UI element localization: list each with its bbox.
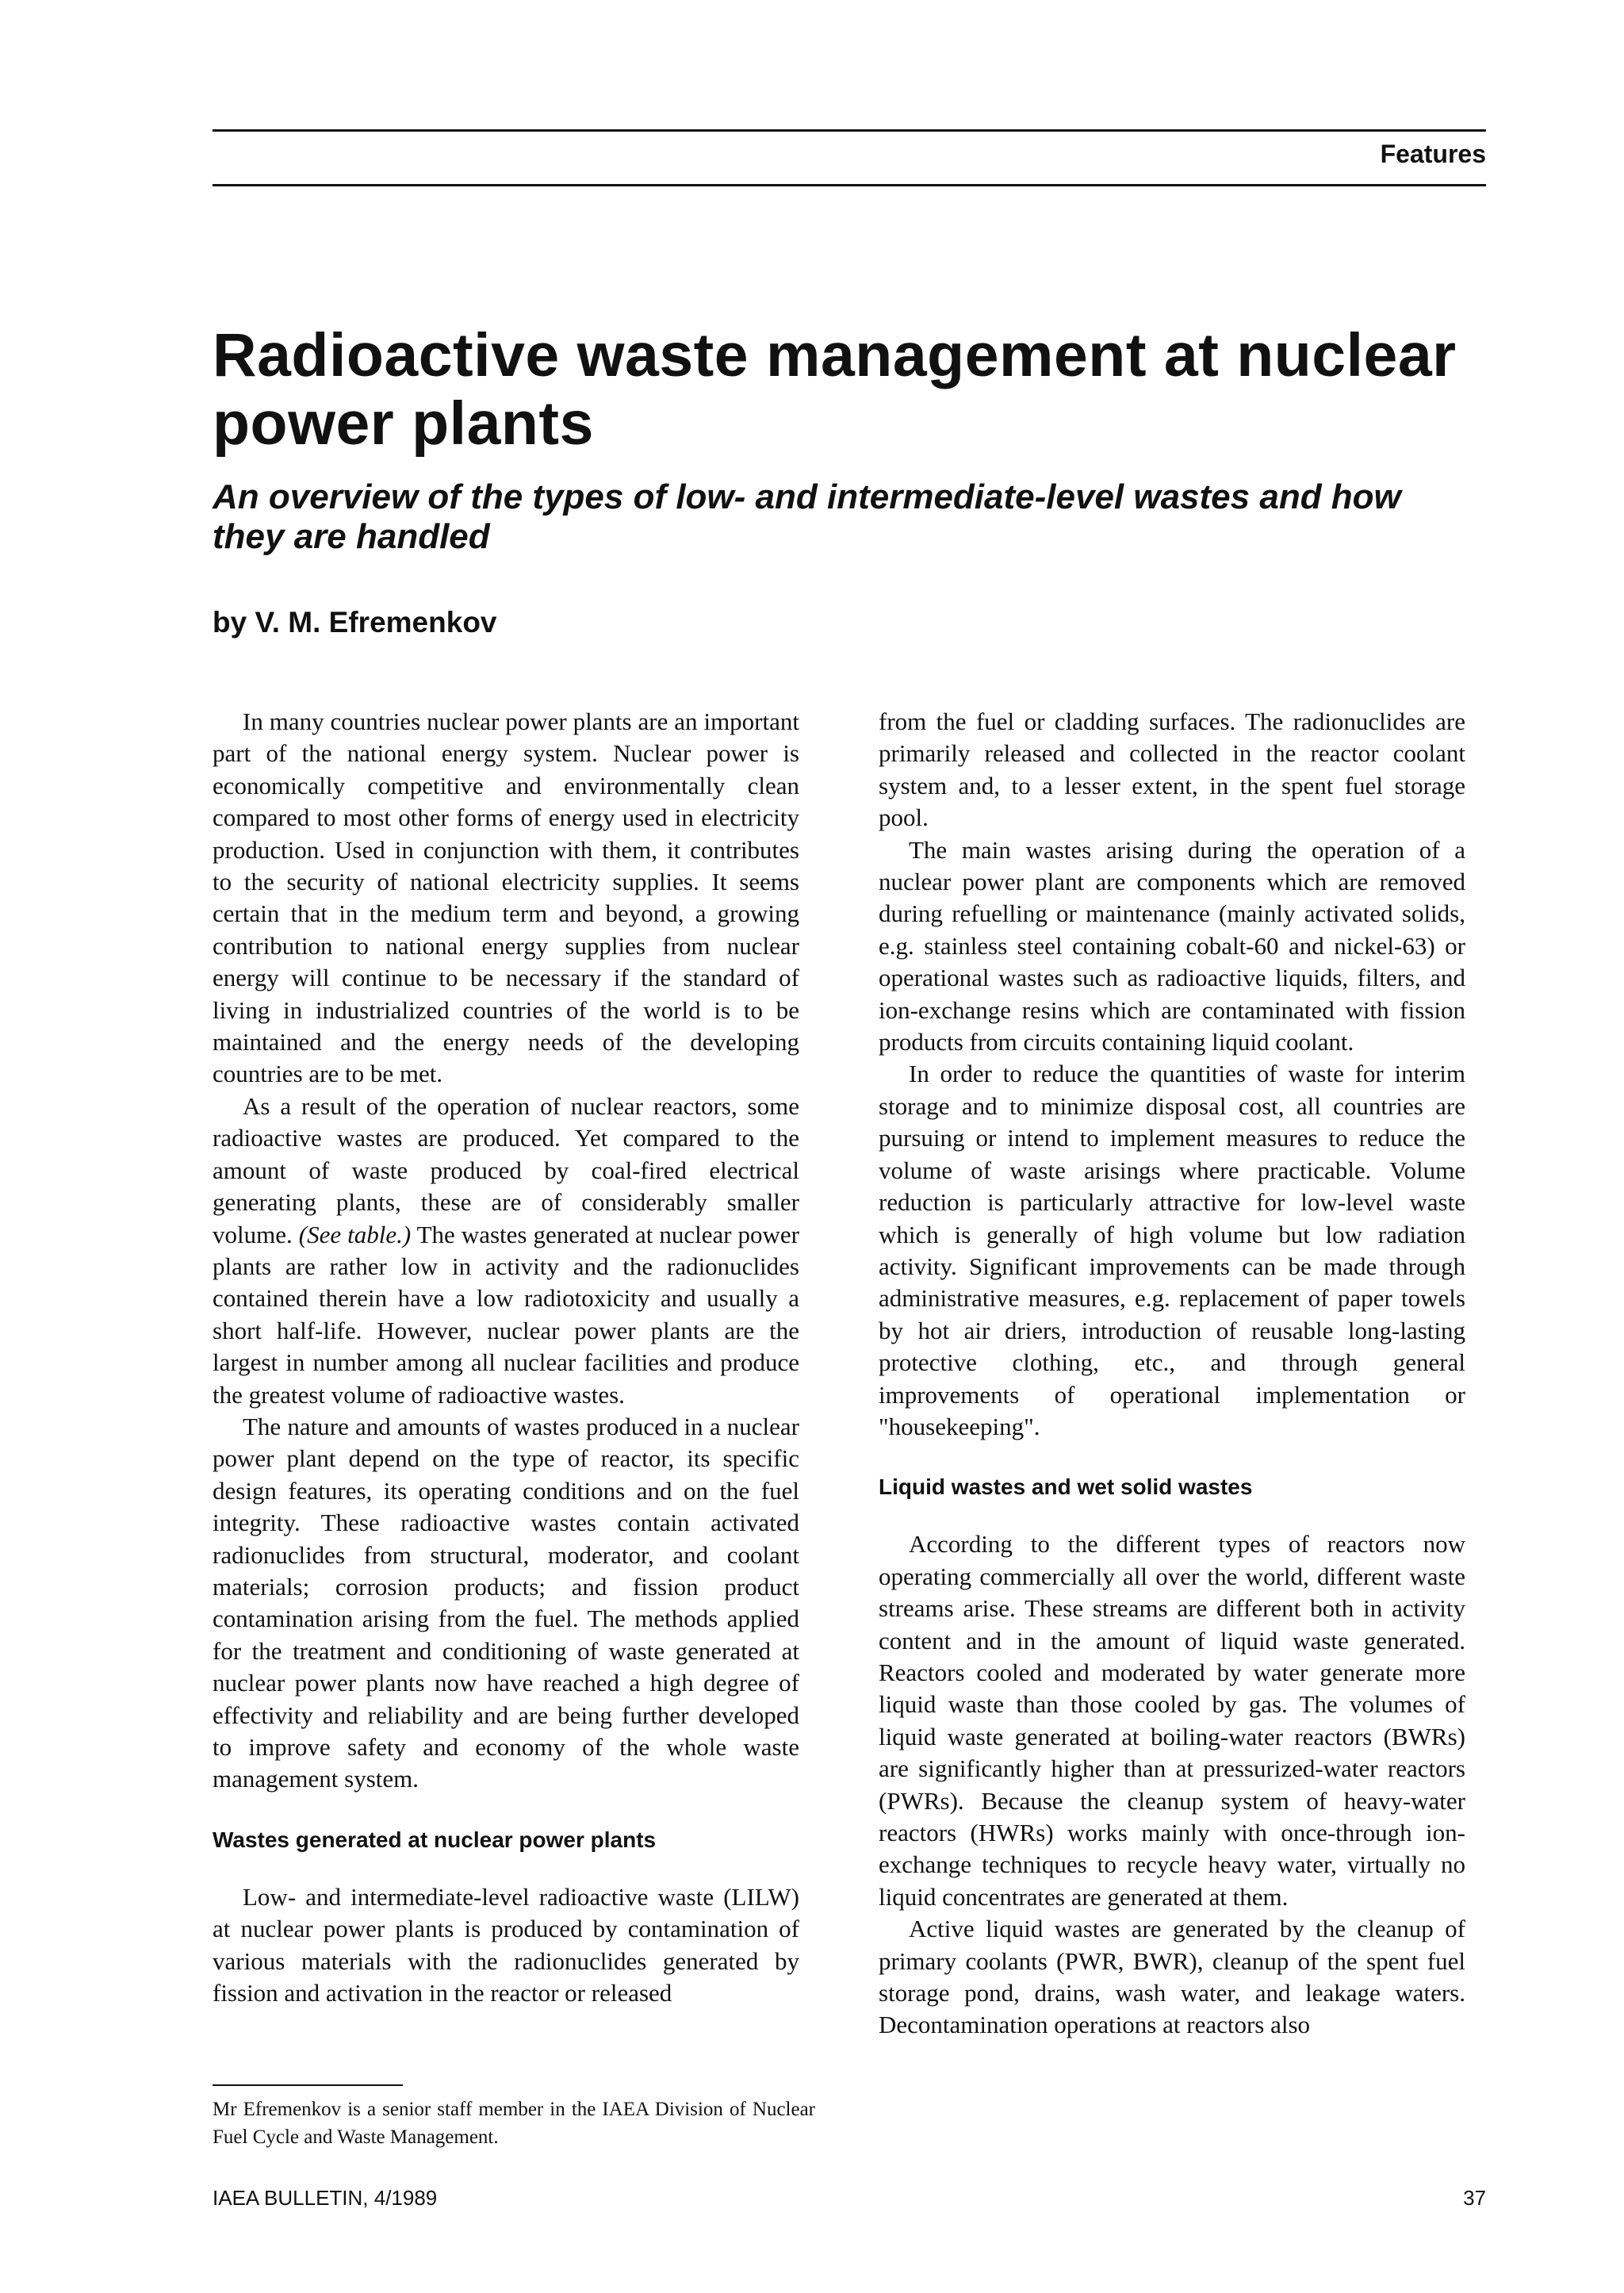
paragraph: The nature and amounts of wastes produced in a nuclear power plant depend on the type of reactor, its specific design features, its operating conditions and on the fuel integrity. These radioactive wastes contain activated radionuclides from structural, moderator, and coolant materials; corrosion products; and fission product contamination arising from the fuel. The methods applied for the treatment and conditioning of waste generated at nuclear power plants now have reached a high degree of effectivity and reliability and are being further developed to improve safety and economy of the whole waste management system. (213, 1412, 799, 1793)
author-byline: by V. M. Efremenkov (213, 606, 497, 638)
paragraph: Low- and intermediate-level radioactive waste (LILW) at nuclear power plants is produced by contamination of various materials with the radionuclides generated by fission and activation in the reactor or released (213, 1882, 799, 2007)
author-footnote: Mr Efremenkov is a senior staff member in the IAEA Division of Nuclear Fuel Cycle and Waste Management. (213, 2099, 815, 2148)
paragraph: The main wastes arising during the operation of a nuclear power plant are components which are removed during refuelling or maintenance (mainly activated solids, e.g. stainless steel containing cobalt-60 and nickel-63) or operational wastes such as radioactive liquids, filters, and ion-exchange resins which are contaminated with fission products from circuits containing liquid coolant. (879, 835, 1465, 1056)
section-heading: Liquid wastes and wet solid wastes (879, 1474, 1253, 1500)
paragraph-text: The wastes generated at nuclear power plants are rather low in activity and the radionuclides contained therein have a low radiotoxicity and usually a short half-life. However, nuclear power plants are the largest in number among all nuclear facilities and produce the greatest volume of radioactive wastes. (213, 1220, 800, 1409)
paragraph: In order to reduce the quantities of waste for interim storage and to minimize disposal cost, all countries are pursuing or intend to implement measures to reduce the volume of waste arisings where practicable. Volume reduction is particularly attractive for low-level waste which is generally of high volume but low radiation activity. Significant improvements can be made through administrative measures, e.g. replacement of paper towels by hot air driers, introduction of reusable long-lasting protective clothing, etc., and through general improvements of operational implementation or "housekeeping". (879, 1060, 1465, 1440)
publication-footer: IAEA BULLETIN, 4/1989 (213, 2186, 438, 2210)
paragraph: Active liquid wastes are generated by the cleanup of primary coolants (PWR, BWR), cleanup of the spent fuel storage pond, drains, wash water, and leakage waters. Decontamination operations at reactors also (879, 1915, 1465, 2039)
paragraph (213, 1091, 799, 1411)
section-label: Features (1380, 140, 1486, 168)
article-subtitle: An overview of the types of low- and intermediate-level wastes and how they are handled (213, 477, 1401, 556)
table-reference: (See table.) (298, 1220, 412, 1248)
paragraph: from the fuel or cladding surfaces. The radionuclides are primarily released and collected in the reactor coolant system and, to a lesser extent, in the spent fuel storage pool. (879, 707, 1465, 832)
section-heading: Wastes generated at nuclear power plants (213, 1827, 657, 1852)
right-column (879, 706, 1465, 2042)
paragraph: According to the different types of reactors now operating commercially all over the world, different waste streams arise. These streams are different both in activity content and in the amount of liquid waste generated. Reactors cooled and moderated by water generate more liquid waste than those cooled by gas. The volumes of liquid waste generated at boiling-water reactors (BWRs) are significantly higher than at pressurized-water reactors (PWRs). Because the cleanup system of heavy-water reactors (HWRs) works mainly with once-through ion-exchange techniques to recycle heavy water, virtually no liquid concentrates are generated at them. (879, 1530, 1465, 1911)
article-title: Radioactive waste management at nuclear power plants (213, 321, 1457, 458)
section-header (213, 129, 1486, 186)
left-column (213, 706, 799, 2009)
footnote-divider (213, 2084, 403, 2086)
paragraph-text: As a result of the operation of nuclear reactors, some radioactive wastes are produced. Yet compared to the amount of waste produced by coal-fired electrical generating plants, these are of considerably smaller volume. (213, 1091, 799, 1248)
paragraph: In many countries nuclear power plants are an important part of the national energy system. Nuclear power is economically competitive and environmentally clean compared to most other forms of energy used in electricity production. Used in conjunction with them, it contributes to the security of national electricity supplies. It seems certain that in the medium term and beyond, a growing contribution to national energy supplies from nuclear energy will continue to be necessary if the standard of living in industrialized countries of the world is to be maintained and the energy needs of the developing countries are to be met. (213, 707, 799, 1088)
page-number: 37 (1463, 2186, 1486, 2210)
